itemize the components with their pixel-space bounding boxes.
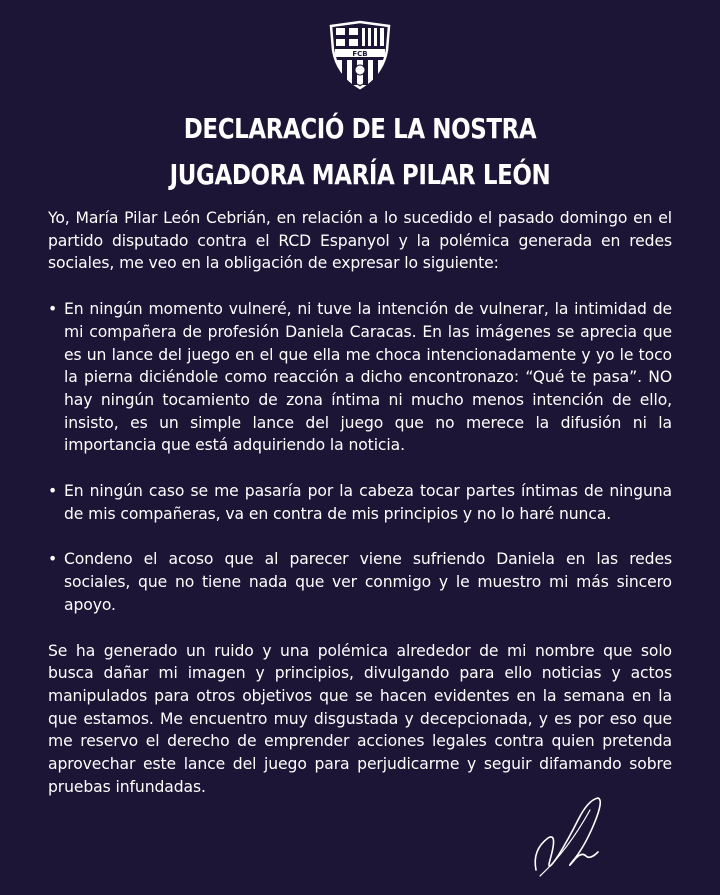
bullet-icon: • — [48, 300, 58, 319]
bullet-text: Condeno el acoso que al parecer viene sufriendo Daniela en las redes sociales, que no tiene nada que ver conmigo y le muestro mi más sincero apoyo. — [64, 550, 672, 614]
bullet-item — [48, 298, 672, 457]
handwritten-signature — [528, 790, 608, 882]
bullet-icon: • — [48, 482, 58, 501]
page-title — [65, 106, 655, 198]
bullet-text: En ningún caso se me pasaría por la cabeza tocar partes íntimas de ninguna de mis compañeras, va en contra de mis principios y no lo haré nunca. — [64, 482, 672, 523]
intro-paragraph: Yo, María Pilar León Cebrián, en relación a lo sucedido el pasado domingo en el partido disputado contra el RCD Espanyol y la polémica generada en redes sociales, me veo en la obligación de expresar lo siguiente: — [48, 209, 672, 273]
closing-paragraph: Se ha generado un ruido y una polémica alrededor de mi nombre que solo busca dañar mi imagen y principios, divulgando para ello noticias y actos manipulados para otros objetivos que se hacen evidentes en la semana en la que estamos. Me encuentro muy disgustada y decepcionada, y es por eso que me reservo el derecho de emprender acciones legales contra quien pretenda aprovechar este lance del juego para perjudicarme y seguir difamando sobre pruebas infundadas. — [48, 641, 672, 796]
title-line-1: DECLARACIÓ DE LA NOSTRA — [183, 112, 537, 145]
bullet-item — [48, 480, 672, 525]
bullet-icon: • — [48, 550, 58, 569]
bullet-text: En ningún momento vulneré, ni tuve la intención de vulnerar, la intimidad de mi compañera de profesión Daniela Caracas. En las imágenes se aprecia que es un lance del juego en el que ella me choca intencionadamente y yo le toco la pierna diciéndole como reacción a dicho encontronazo: “Qué te pasa”. NO hay ningún tocamiento de zona íntima ni mucho menos intención de ello, insisto, es un simple lance del juego que no merece la difusión ni la importancia que está adquiriendo la noticia. — [64, 300, 672, 455]
title-line-2: JUGADORA MARÍA PILAR LEÓN — [169, 158, 551, 191]
crest-text: FCB — [352, 50, 368, 58]
bullet-item — [48, 548, 672, 616]
statement-body — [48, 207, 672, 821]
fc-barcelona-crest-icon — [327, 20, 393, 90]
